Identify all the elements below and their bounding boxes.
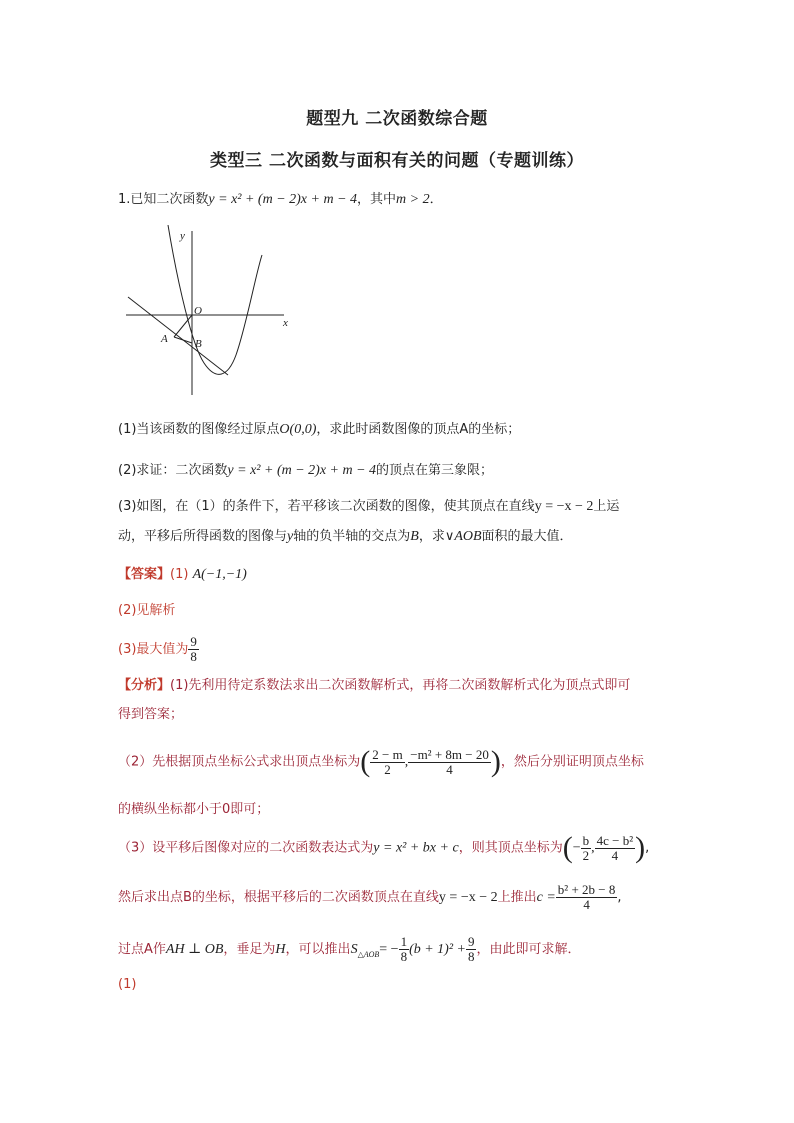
analysis-line-6: 然后求出点B的坐标，根据平移后的二次函数顶点在直线y = −x − 2上推出c = $\frac{\text{b² + 2b − 8}}{4}$ ,: [118, 882, 622, 912]
line-formula: y = −x − 2: [534, 499, 594, 514]
line-y-neg-x-minus-2: [128, 297, 228, 375]
answer-line-2: (2)见解析: [118, 603, 176, 618]
c-equals: c =: [536, 890, 556, 905]
fraction-denominator: 4: [583, 897, 590, 912]
label-y: y: [180, 230, 185, 242]
equals-minus: = −: [379, 942, 399, 957]
question-3-text: 上运: [593, 499, 620, 514]
constant-fraction: [466, 935, 477, 964]
page-title: 题型九 二次函数综合题: [306, 109, 488, 129]
fraction-numerator: b² + 2b − 8: [557, 882, 616, 897]
problem-intro: [118, 190, 443, 210]
page-subtitle: 类型三 二次函数与面积有关的问题（专题训练）: [210, 151, 584, 171]
analysis-tag: 【分析】: [118, 678, 171, 693]
fraction-numerator: 2 − m: [372, 746, 403, 762]
question-3-text: 动，平移后所得函数的图像与: [118, 529, 288, 544]
question-2-text: 的顶点在第三象限；: [376, 463, 494, 478]
question-2-text: (2)求证：二次函数: [118, 463, 228, 478]
analysis-text: 过点A作: [118, 942, 166, 957]
analysis-text: 上推出: [497, 890, 537, 905]
question-3-text: ，求∨: [418, 529, 455, 544]
label-B: B: [195, 338, 202, 350]
analysis-line-3: [118, 740, 644, 785]
function-formula: y = x² + (m − 2)x + m − 4: [208, 192, 358, 207]
origin-point: O(0,0): [279, 422, 317, 437]
fraction-numerator: 1: [400, 934, 408, 949]
question-3-line-2: [118, 527, 573, 547]
close-paren: ): [635, 831, 646, 864]
analysis-text: (1)先利用待定系数法求出二次函数解析式，再将二次函数解析式化为顶点式即可: [170, 678, 631, 693]
fraction-denominator: 8: [190, 649, 197, 664]
coefficient-fraction: [399, 935, 410, 964]
analysis-line-1: [118, 676, 630, 696]
analysis-text: （3）设平移后图像对应的二次函数表达式为: [118, 840, 374, 856]
line-formula: y = −x − 2: [438, 890, 498, 905]
analysis-text: ，由此即可求解．: [476, 942, 581, 957]
answer-1-value: A(−1,−1): [192, 567, 247, 582]
answer-3-fraction: [188, 635, 199, 664]
fraction-numerator: 9: [190, 634, 197, 649]
fraction-denominator: 8: [467, 949, 475, 964]
fraction-denominator: 2: [582, 847, 590, 863]
question-3-text: 面积的最大值．: [481, 529, 573, 544]
analysis-text: （2）先根据顶点坐标公式求出顶点坐标为: [118, 754, 361, 770]
analysis-line-7: [118, 928, 581, 977]
fraction-denominator: 4: [611, 847, 619, 863]
solution-part-1: (1): [118, 977, 137, 992]
answer-1-prefix: (1): [170, 567, 189, 582]
analysis-text: ，则其顶点坐标为: [458, 840, 563, 856]
answer-tag: 【答案】: [118, 567, 171, 582]
fraction-denominator: 2: [384, 761, 391, 777]
analysis-text: 然后求出点B的坐标，根据平移后的二次函数顶点在直线: [118, 890, 439, 905]
analysis-line-4: 的横纵坐标都小于0即可；: [118, 802, 270, 817]
analysis-line-5: （3）设平移后图像对应的二次函数表达式为y = x² + bx + c，则其顶点坐标为(− $\frac{b}{2}$ , $\frac{\text{4c − b²}}{4}$ ),: [118, 831, 650, 864]
fraction-denominator: 4: [446, 761, 453, 777]
close-paren: ): [490, 745, 501, 778]
parabola-curve: [168, 225, 262, 374]
vertex-y-fraction: [595, 834, 636, 863]
label-A: A: [161, 333, 168, 345]
open-paren: (: [562, 831, 573, 864]
vertex-y-fraction: [408, 748, 491, 777]
question-3-line-1: [118, 497, 619, 517]
y-axis-symbol: y: [287, 529, 294, 544]
label-O: O: [194, 305, 202, 317]
condition-formula: m > 2: [396, 192, 430, 207]
point-H: H: [275, 942, 286, 957]
question-2: [118, 461, 493, 481]
answer-3-prefix: (3)最大值为: [118, 642, 189, 657]
question-3-text: (3)如图，在（1）的条件下，若平移该二次函数的图像，使其顶点在直线: [118, 499, 535, 514]
answer-line-3: [118, 632, 199, 668]
fraction-numerator: 9: [467, 934, 475, 949]
minus-sign: −: [572, 840, 581, 856]
analysis-text: ，垂足为: [223, 942, 276, 957]
function-formula: y = x² + (m − 2)x + m − 4: [227, 463, 377, 478]
problem-intro-text: ．: [429, 192, 443, 207]
triangle-AOB: AOB: [454, 529, 482, 544]
label-x: x: [283, 317, 288, 329]
fraction-numerator: b: [582, 832, 590, 848]
question-1: [118, 420, 520, 440]
area-symbol: S: [350, 942, 358, 957]
c-fraction: [556, 883, 618, 912]
answer-line-1: [118, 565, 247, 585]
perpendicular-AH: AH ⊥ OB: [165, 942, 224, 957]
analysis-line-2: 得到答案；: [118, 707, 184, 722]
fraction-numerator: 4c − b²: [596, 832, 634, 848]
fraction-numerator: −m² + 8m − 20: [410, 746, 489, 762]
problem-intro-text: 1.已知二次函数: [118, 192, 209, 207]
comma: ,: [591, 840, 595, 856]
question-1-text: (1)当该函数的图像经过原点: [118, 422, 280, 437]
fraction-denominator: 8: [400, 949, 408, 964]
segment-AB: [174, 337, 192, 343]
parabola-figure: [120, 225, 295, 400]
vertex-x-fraction: [581, 834, 592, 863]
squared-term: (b + 1)² +: [409, 942, 466, 957]
question-1-text: ，求此时函数图像的顶点A的坐标；: [316, 422, 521, 437]
comma: ,: [404, 754, 409, 770]
area-subscript: △AOB: [357, 949, 380, 959]
translated-function-formula: y = x² + bx + c: [373, 840, 459, 856]
problem-intro-text: ，其中: [357, 192, 397, 207]
point-B-symbol: B: [410, 529, 419, 544]
vertex-x-fraction: [370, 748, 404, 777]
question-3-text: 轴的负半轴的交点为: [293, 529, 411, 544]
analysis-text: ，然后分别证明顶点坐标: [500, 754, 644, 770]
open-paren: (: [360, 745, 371, 778]
analysis-text: ，可以推出: [285, 942, 351, 957]
